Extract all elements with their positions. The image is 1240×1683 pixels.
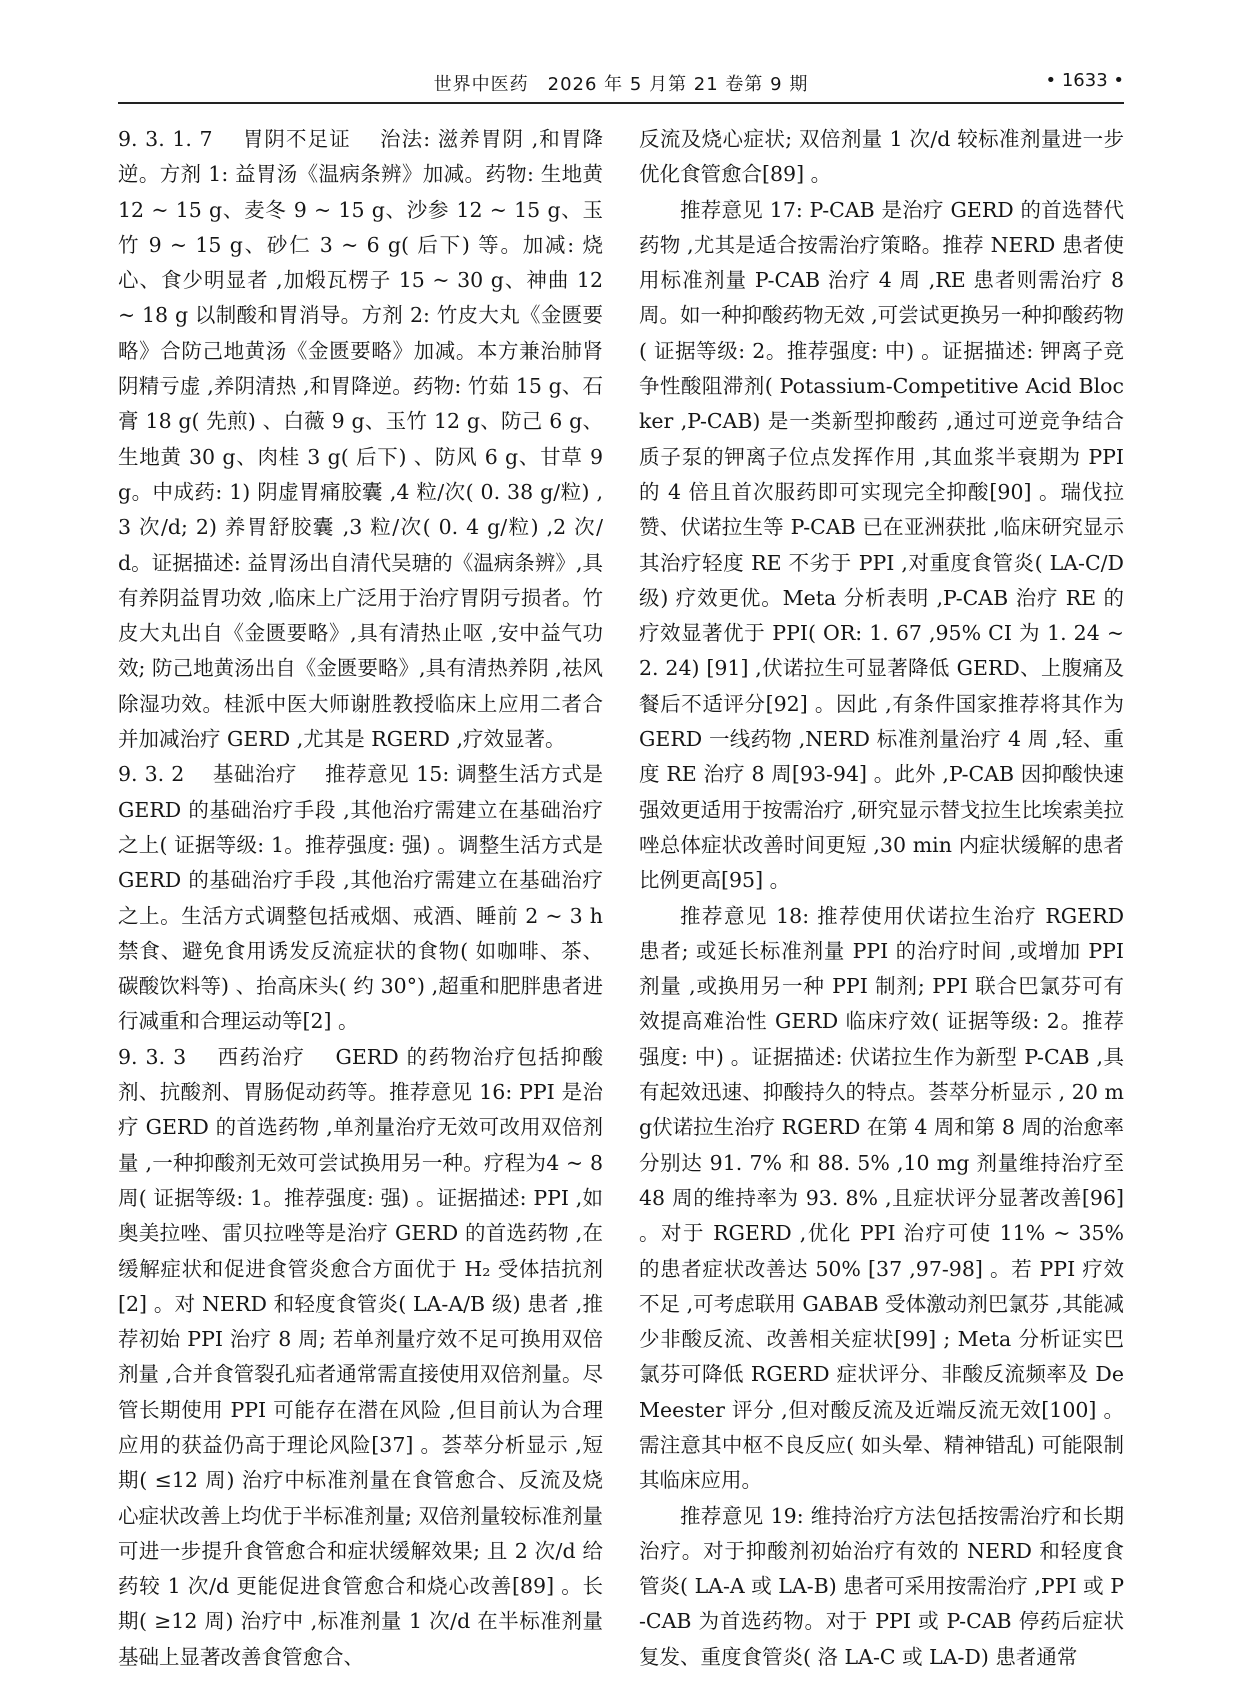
section-9-3-3: 9. 3. 3 西药治疗 GERD 的药物治疗包括抑酸剂、抗酸剂、胃肠促动药等。推荐意见 16: PPI 是治疗 GERD 的首选药物 ,单剂量治疗无效可改用双倍剂量 ,一种抑酸剂无效可尝试换用另一种。疗程为4 ~ 8 周( 证据等级: 1。推荐强度: 强) 。证据描述: PPI ,如奥美拉唑、雷贝拉唑等是治疗 GERD 的首选药物 ,在缓解症状和促进食管炎愈合方面优于 H₂ 受体拮抗剂[2] 。对 NERD 和轻度食管炎( LA-A/B 级) 患者 ,推荐初始 PPI 治疗 8 周; 若单剂量疗效不足可换用双倍剂量 ,合并食管裂孔疝者通常需直接使用双倍剂量。尽管长期使用 PPI 可能存在潜在风险 ,但目前认为合理应用的获益仍高于理论风险[37] 。荟萃分析显示 ,短期( ≤12 周) 治疗中标准剂量在食管愈合、反流及烧心症状改善上均优于半标准剂量; 双倍剂量较标准剂量可进一步提升食管愈合和症状缓解效果; 且 2 次/d 给药较 1 次/d 更能促进食管愈合和烧心改善[89] 。长期( ≥12 周) 治疗中 ,标准剂量 1 次/d 在半标准剂量基础上显著改善食管愈合、 — [118, 1044, 603, 1669]
section-9-3-1-7: 9. 3. 1. 7 胃阴不足证 治法: 滋养胃阴 ,和胃降逆。方剂 1: 益胃汤《温病条辨》加减。药物: 生地黄12 ~ 15 g、麦冬 9 ~ 15 g、沙参 12 ~ 15 g、玉竹 9 ~ 15 g、砂仁 3 ~ 6 g( 后下) 等。加减: 烧心、食少明显者 ,加煅瓦楞子 15 ~ 30 g、神曲 12 ~ 18 g 以制酸和胃消导。方剂 2: 竹皮大丸《金匮要略》合防己地黄汤《金匮要略》加减。本方兼治肺肾阴精亏虚 ,养阴清热 ,和胃降逆。药物: 竹茹 15 g、石膏 18 g( 先煎) 、白薇 9 g、玉竹 12 g、防己 6 g、生地黄 30 g、肉桂 3 g( 后下) 、防风 6 g、甘草 9 g。中成药: 1) 阴虚胃痛胶囊 ,4 粒/次( 0. 38 g/粒) ,3 次/d; 2) 养胃舒胶囊 ,3 粒/次( 0. 4 g/粒) ,2 次/d。证据描述: 益胃汤出自清代吴瑭的《温病条辨》,具有养阴益胃功效 ,临床上广泛用于治疗胃阴亏损者。竹皮大丸出自《金匮要略》,具有清热止呕 ,安中益气功效; 防己地黄汤出自《金匮要略》,具有清热养阴 ,祛风除湿功效。桂派中医大师谢胜教授临床上应用二者合并加减治疗 GERD ,尤其是 RGERD ,疗效显著。 — [118, 127, 603, 752]
left-column — [118, 122, 603, 1669]
right-column — [639, 122, 1124, 1669]
header-rule — [118, 102, 1124, 104]
recommendation-18: 推荐意见 18: 推荐使用伏诺拉生治疗 RGERD 患者; 或延长标准剂量 PPI 的治疗时间 ,或增加 PPI 剂量 ,或换用另一种 PPI 制剂; PPI 联合巴氯芬可有效提高难治性 GERD 临床疗效( 证据等级: 2。推荐强度: 中) 。证据描述: 伏诺拉生作为新型 P-CAB ,具有起效迅速、抑酸持久的特点。荟萃分析显示 , 20 mg伏诺拉生治疗 RGERD 在第 4 周和第 8 周的治愈率分别达 91. 7% 和 88. 5% ,10 mg 剂量维持治疗至 48 周的维持率为 93. 8% ,且症状评分显著改善[96] 。对于 RGERD ,优化 PPI 治疗可使 11% ~ 35% 的患者症状改善达 50% [37 ,97-98] 。若 PPI 疗效不足 ,可考虑联用 GABAB 受体激动剂巴氯芬 ,其能减少非酸反流、改善相关症状[99] ; Meta 分析证实巴氯芬可降低 RGERD 症状评分、非酸反流频率及 DeMeester 评分 ,但对酸反流及近端反流无效[100] 。需注意其中枢不良反应( 如头晕、精神错乱) 可能限制其临床应用。 — [639, 903, 1124, 1493]
page-number: • 1633 • — [1045, 70, 1124, 91]
recommendation-17: 推荐意见 17: P-CAB 是治疗 GERD 的首选替代药物 ,尤其是适合按需治疗策略。推荐 NERD 患者使用标准剂量 P-CAB 治疗 4 周 ,RE 患者则需治疗 8 周。如一种抑酸药物无效 ,可尝试更换另一种抑酸药物( 证据等级: 2。推荐强度: 中) 。证据描述: 钾离子竞争性酸阻滞剂( Potassium-Competitive Acid Blocker ,P-CAB) 是一类新型抑酸药 ,通过可逆竞争结合质子泵的钾离子位点发挥作用 ,其血浆半衰期为 PPI 的 4 倍且首次服药即可实现完全抑酸[90] 。瑞伐拉赞、伏诺拉生等 P-CAB 已在亚洲获批 ,临床研究显示其治疗轻度 RE 不劣于 PPI ,对重度食管炎( LA-C/D 级) 疗效更优。Meta 分析表明 ,P-CAB 治疗 RE 的疗效显著优于 PPI( OR: 1. 67 ,95% CI 为 1. 24 ~ 2. 24) [91] ,伏诺拉生可显著降低 GERD、上腹痛及餐后不适评分[92] 。因此 ,有条件国家推荐将其作为 GERD 一线药物 ,NERD 标准剂量治疗 4 周 ,轻、重度 RE 治疗 8 周[93-94] 。此外 ,P-CAB 因抑酸快速强效更适用于按需治疗 ,研究显示替戈拉生比埃索美拉唑总体症状改善时间更短 ,30 min 内症状缓解的患者比例更高[95] 。 — [639, 197, 1124, 893]
section-9-3-2: 9. 3. 2 基础治疗 推荐意见 15: 调整生活方式是 GERD 的基础治疗手段 ,其他治疗需建立在基础治疗之上( 证据等级: 1。推荐强度: 强) 。调整生活方式是 GERD 的基础治疗手段 ,其他治疗需建立在基础治疗之上。生活方式调整包括戒烟、戒酒、睡前 2 ~ 3 h 禁食、避免食用诱发反流症状的食物( 如咖啡、茶、碳酸饮料等) 、抬高床头( 约 30°) ,超重和肥胖患者进行减重和合理运动等[2] 。 — [118, 762, 603, 1034]
journal-title: 世界中医药 2026 年 5 月第 21 卷第 9 期 — [433, 74, 809, 95]
paragraph-continuation: 反流及烧心症状; 双倍剂量 1 次/d 较标准剂量进一步优化食管愈合[89] 。 — [639, 127, 1124, 187]
page-header — [118, 62, 1124, 104]
recommendation-19: 推荐意见 19: 维持治疗方法包括按需治疗和长期治疗。对于抑酸剂初始治疗有效的 NERD 和轻度食管炎( LA-A 或 LA-B) 患者可采用按需治疗 ,PPI 或 P-CAB 为首选药物。对于 PPI 或 P-CAB 停药后症状复发、重度食管炎( 洛 LA-C 或 LA-D) 患者通常 — [639, 1503, 1124, 1669]
